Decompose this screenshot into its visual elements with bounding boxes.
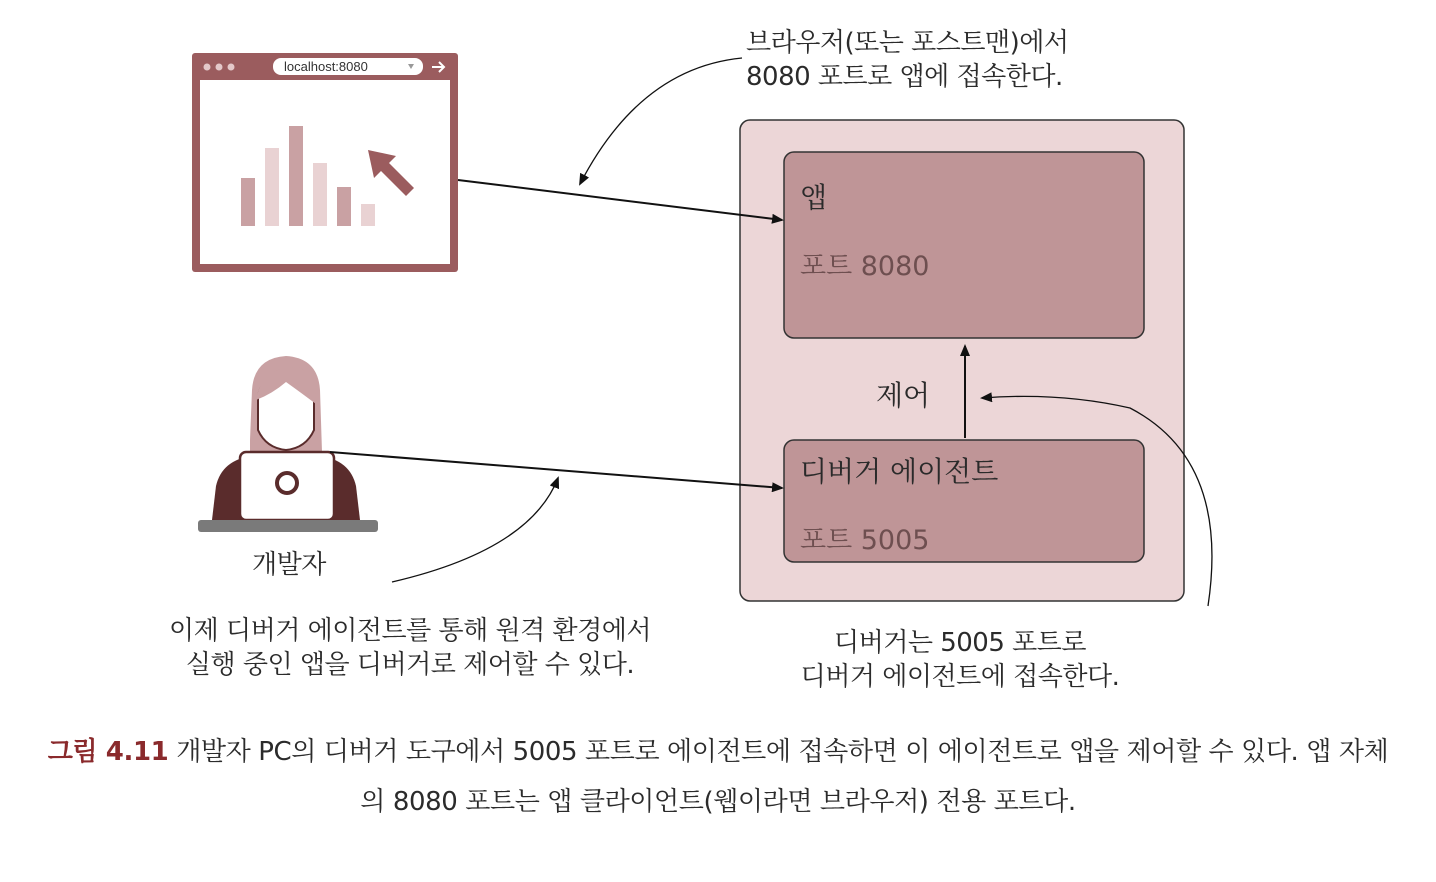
window-dot-icon — [204, 64, 211, 71]
agent-port: 포트 5005 — [800, 525, 930, 556]
app-title: 앱 — [800, 181, 828, 214]
bar — [265, 148, 279, 226]
debugger-note-line-1: 디버거는 5005 포트로 — [833, 628, 1086, 658]
figure-label: 그림 4.11 — [47, 737, 169, 767]
browser-note-line-1: 브라우저(또는 포스트맨)에서 — [746, 28, 1069, 58]
window-dot-icon — [228, 64, 235, 71]
browser-note-arrow — [580, 58, 742, 184]
developer-icon — [198, 356, 378, 532]
browser-window — [192, 53, 458, 272]
control-label: 제어 — [876, 379, 931, 412]
dev-note-arrow — [392, 478, 558, 582]
debugger-note-line-2: 디버거 에이전트에 접속한다. — [800, 662, 1120, 692]
browser-note-line-2: 8080 포트로 앱에 접속한다. — [746, 62, 1063, 92]
browser-url: localhost:8080 — [284, 59, 368, 74]
agent-title: 디버거 에이전트 — [800, 455, 999, 488]
figure-caption-line-2: 의 8080 포트는 앱 클라이언트(웹이라면 브라우저) 전용 포트다. — [360, 787, 1076, 817]
caption-text-1: 개발자 PC의 디버거 도구에서 5005 포트로 에이전트에 접속하면 이 에이전트로 앱을 제어할 수 있다. 앱 자체 — [168, 737, 1389, 767]
dev-note-line-1: 이제 디버거 에이전트를 통해 원격 환경에서 — [169, 616, 651, 646]
bar — [289, 126, 303, 226]
browser-to-app-arrow — [458, 180, 782, 220]
window-dot-icon — [216, 64, 223, 71]
app-port: 포트 8080 — [800, 251, 930, 282]
bar — [361, 204, 375, 226]
dev-note-line-2: 실행 중인 앱을 디버거로 제어할 수 있다. — [185, 650, 635, 680]
developer-label: 개발자 — [252, 550, 326, 580]
bar — [337, 187, 351, 226]
figure-caption-line-1 — [10, 728, 1426, 776]
bar — [241, 178, 255, 226]
bar — [313, 163, 327, 226]
